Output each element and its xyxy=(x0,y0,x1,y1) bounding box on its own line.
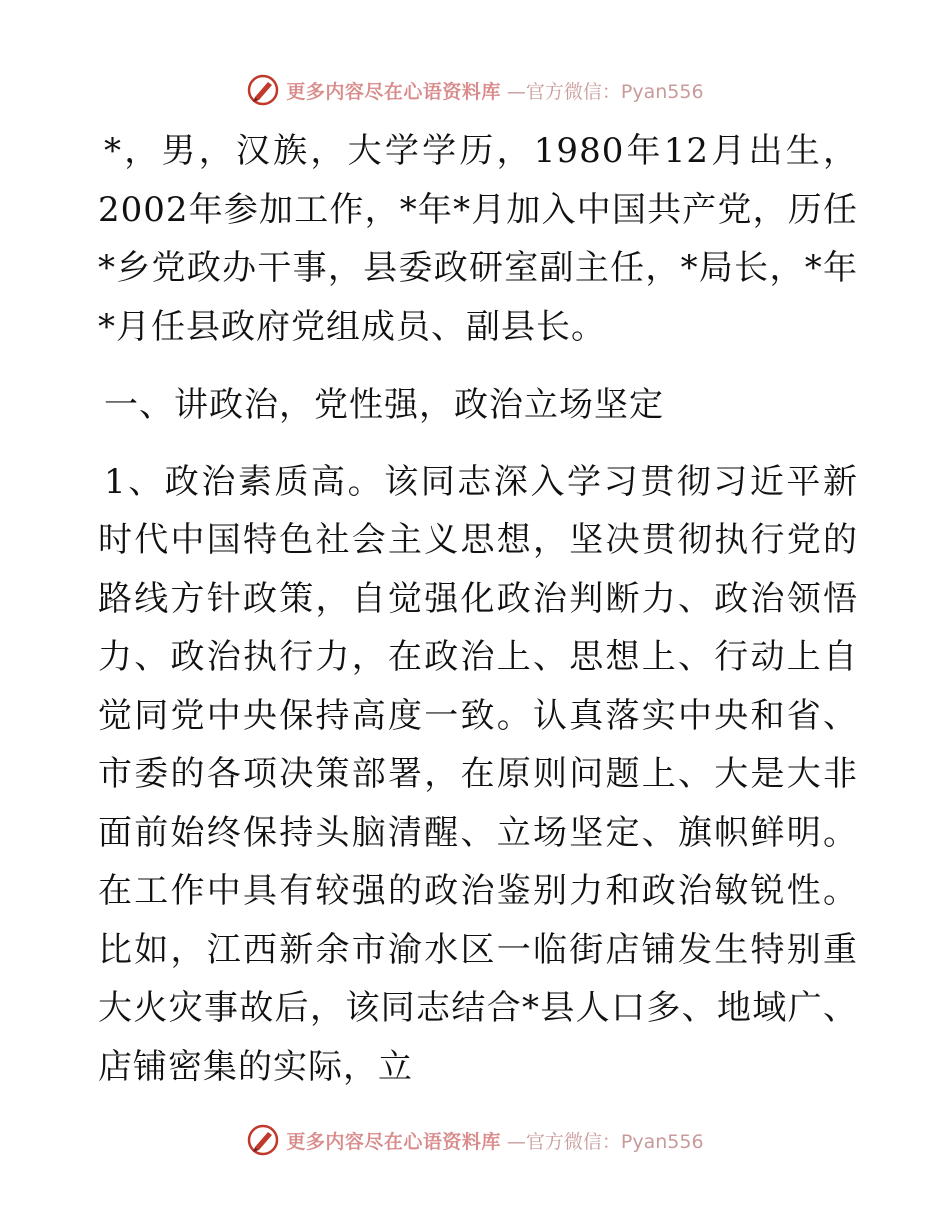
watermark-sub-text: —官方微信：Pyan556 xyxy=(506,1130,704,1153)
intro-paragraph: *，男，汉族，大学学历，1980年12月出生，2002年参加工作，*年*月加入中国共产党，历任*乡党政办干事，县委政研室副主任，*局长，*年*月任县政府党组成员、副县长。 xyxy=(98,131,858,347)
body-paragraph: 1、政治素质高。该同志深入学习贯彻习近平新时代中国特色社会主义思想，坚决贯彻执行党的路线方针政策，自觉强化政治判断力、政治领悟力、政治执行力，在政治上、思想上、行动上自觉同党中央保持高度一致。认真落实中央和省、市委的各项决策部署，在原则问题上、大是大非面前始终保持头脑清醒、立场坚定、旗帜鲜明。在工作中具有较强的政治鉴别力和政治敏锐性。比如，江西新余市渝水区一临街店铺发生特别重大火灾事故后，该同志结合*县人口多、地域广、店铺密集的实际，立 xyxy=(98,461,858,1087)
watermark-main-text: 更多内容尽在心语资料库 xyxy=(286,1130,501,1153)
header-watermark xyxy=(0,70,950,110)
document-body xyxy=(98,122,858,1096)
pen-circle-logo xyxy=(246,73,280,107)
section-heading: 一、讲政治，党性强，政治立场坚定 xyxy=(104,385,664,425)
watermark-sub-text: —官方微信：Pyan556 xyxy=(506,80,704,103)
pen-circle-logo xyxy=(246,1123,280,1157)
watermark-main-text: 更多内容尽在心语资料库 xyxy=(286,80,501,103)
footer-watermark xyxy=(0,1120,950,1160)
